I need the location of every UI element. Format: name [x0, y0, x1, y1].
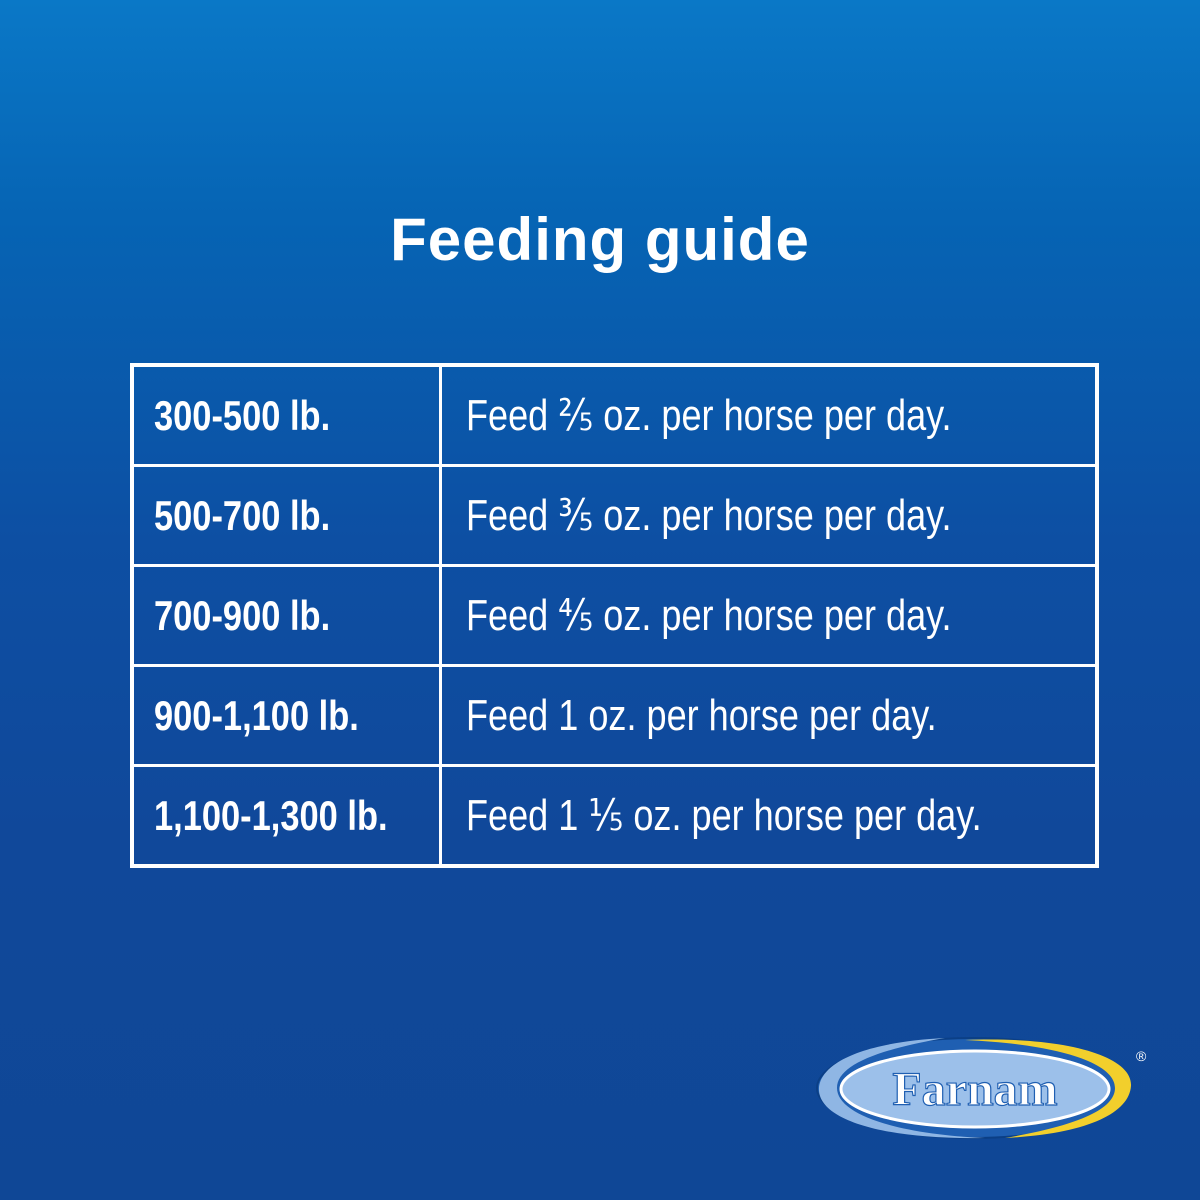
- brand-name: Farnam: [892, 1063, 1058, 1116]
- dose-cell: Feed ⅗ oz. per horse per day.: [440, 466, 1096, 566]
- weight-range-cell: 500-700 lb.: [132, 466, 440, 566]
- weight-range-cell: 700-900 lb.: [132, 566, 440, 666]
- table-row: [132, 365, 1097, 466]
- farnam-logo-graphic: [815, 1034, 1135, 1142]
- dose-cell: Feed 1 ⅕ oz. per horse per day.: [440, 766, 1096, 867]
- dose-cell: Feed ⅖ oz. per horse per day.: [440, 365, 1096, 466]
- weight-range-cell: 900-1,100 lb.: [132, 666, 440, 766]
- table-row: [132, 566, 1097, 666]
- dose-cell: Feed 1 oz. per horse per day.: [440, 666, 1096, 766]
- table-row: [132, 466, 1097, 566]
- table-row: [132, 766, 1097, 867]
- dose-cell: Feed ⅘ oz. per horse per day.: [440, 566, 1096, 666]
- farnam-logo: [815, 1034, 1135, 1142]
- weight-range-cell: 300-500 lb.: [132, 365, 440, 466]
- page-title: Feeding guide: [390, 206, 810, 274]
- weight-range-cell: 1,100-1,300 lb.: [132, 766, 440, 867]
- table-row: [132, 666, 1097, 766]
- feeding-guide-table: [130, 363, 1099, 868]
- registered-mark: ®: [1136, 1048, 1147, 1064]
